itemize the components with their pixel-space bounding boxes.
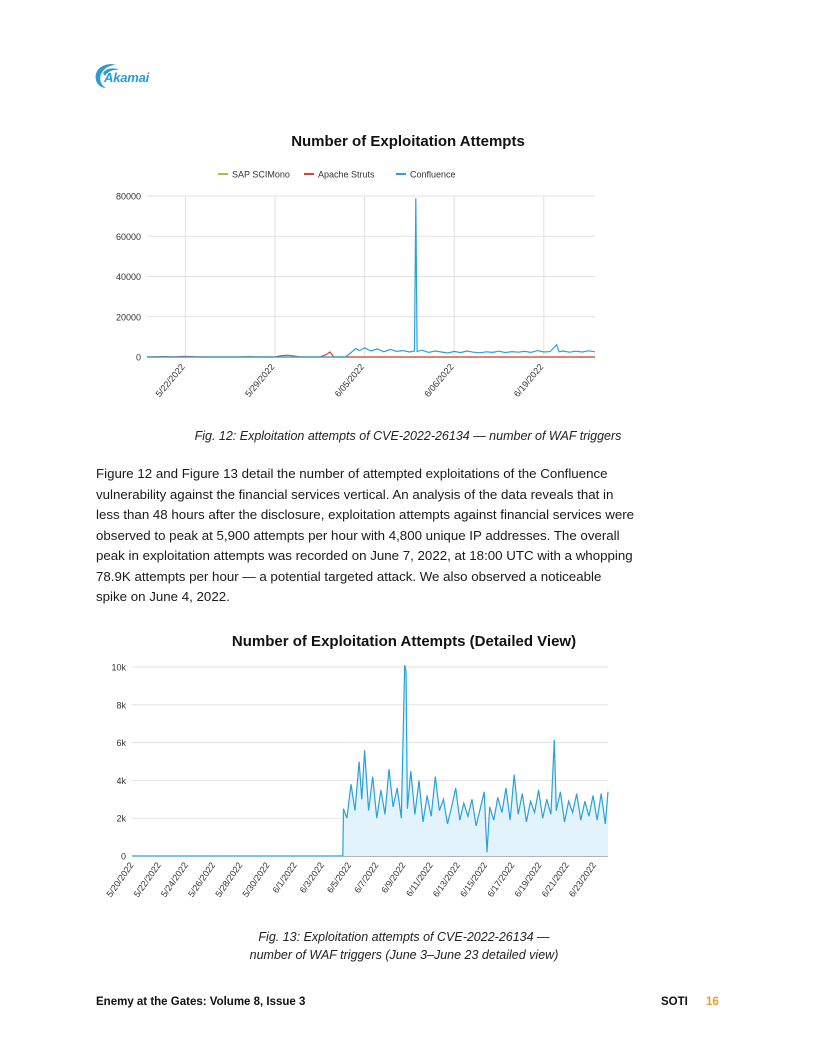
figure13-caption-line1: Fig. 13: Exploitation attempts of CVE-2022-26134 — xyxy=(258,930,550,944)
x-tick-label: 6/9/2022 xyxy=(379,860,408,895)
x-tick-label: 6/11/2022 xyxy=(404,860,435,899)
x-tick-label: 5/30/2022 xyxy=(240,860,272,899)
y-tick-label: 80000 xyxy=(115,191,141,202)
x-tick-label: 6/3/2022 xyxy=(297,860,327,895)
x-tick-label: 6/5/2022 xyxy=(324,860,354,895)
series-line-apache-struts xyxy=(147,352,595,357)
x-tick-label: 6/15/2022 xyxy=(458,860,490,899)
x-tick-label: 6/17/2022 xyxy=(485,860,517,899)
x-tick-label: 6/06/2022 xyxy=(422,361,456,399)
x-tick-label: 5/22/2022 xyxy=(131,860,163,899)
x-tick-label: 6/7/2022 xyxy=(352,860,381,895)
legend-label-2: Confluence xyxy=(410,169,456,180)
area-fill-confluence xyxy=(132,665,608,856)
footer-brand: SOTI xyxy=(661,996,688,1008)
legend-label-0: SAP SCIMono xyxy=(232,169,290,180)
x-tick-label: 5/22/2022 xyxy=(153,361,187,399)
y-tick-label: 10k xyxy=(111,662,126,673)
body-paragraph xyxy=(96,464,636,608)
legend-label-1: Apache Struts xyxy=(318,169,375,180)
figure12-caption: Fig. 12: Exploitation attempts of CVE-2022-26134 — number of WAF triggers xyxy=(194,429,622,443)
x-tick-label: 5/24/2022 xyxy=(158,860,191,899)
y-tick-label: 0 xyxy=(135,352,141,363)
x-tick-label: 5/29/2022 xyxy=(243,361,277,399)
x-tick-label: 6/23/2022 xyxy=(566,860,599,899)
figure12-title: Number of Exploitation Attempts xyxy=(291,133,525,150)
footer-publication-title: Enemy at the Gates: Volume 8, Issue 3 xyxy=(96,996,306,1008)
y-tick-label: 40000 xyxy=(115,272,141,282)
y-tick-label: 8k xyxy=(116,700,126,711)
x-tick-label: 6/05/2022 xyxy=(332,361,367,399)
x-tick-label: 6/21/2022 xyxy=(539,860,571,899)
y-tick-label: 0 xyxy=(120,851,126,862)
x-tick-label: 6/1/2022 xyxy=(270,860,299,895)
x-tick-label: 5/26/2022 xyxy=(186,860,218,899)
figure13-caption-line2: number of WAF triggers (June 3–June 23 detailed view) xyxy=(249,948,559,962)
body-paragraph-text: Figure 12 and Figure 13 detail the number of attempted exploitations of the Confluence vulnerability against the financial services vertical. An analysis of the data reveals that in less than 48 hours after the disclosure, exploitation attempts against financial services were observed to peak at 5,900 attempts per hour with 4,800 unique IP addresses. The overall peak in exploitation attempts was recorded on June 7, 2022, at 18:00 UTC with a whopping 78.9K attempts per hour — a potential targeted attack. We also observed a noticeable spike on June 4, 2022. xyxy=(96,466,635,604)
series-line-confluence xyxy=(147,198,595,357)
x-tick-label: 6/19/2022 xyxy=(511,361,546,399)
y-tick-label: 6k xyxy=(116,738,126,749)
x-tick-label: 6/13/2022 xyxy=(430,860,463,899)
x-tick-label: 5/28/2022 xyxy=(213,860,245,899)
figure13-caption xyxy=(0,928,812,964)
y-tick-label: 2k xyxy=(116,813,126,824)
page-number: 16 xyxy=(706,996,719,1008)
y-tick-label: 60000 xyxy=(115,231,141,242)
x-tick-label: 6/19/2022 xyxy=(512,860,544,899)
y-tick-label: 4k xyxy=(116,775,126,786)
figure13-chart xyxy=(90,655,630,930)
figure12-chart xyxy=(90,160,620,425)
x-tick-label: 5/20/2022 xyxy=(104,860,136,899)
akamai-logo-text: Akamai xyxy=(104,70,150,85)
figure13-title: Number of Exploitation Attempts (Detailed View) xyxy=(231,633,577,650)
y-tick-label: 20000 xyxy=(115,312,141,323)
